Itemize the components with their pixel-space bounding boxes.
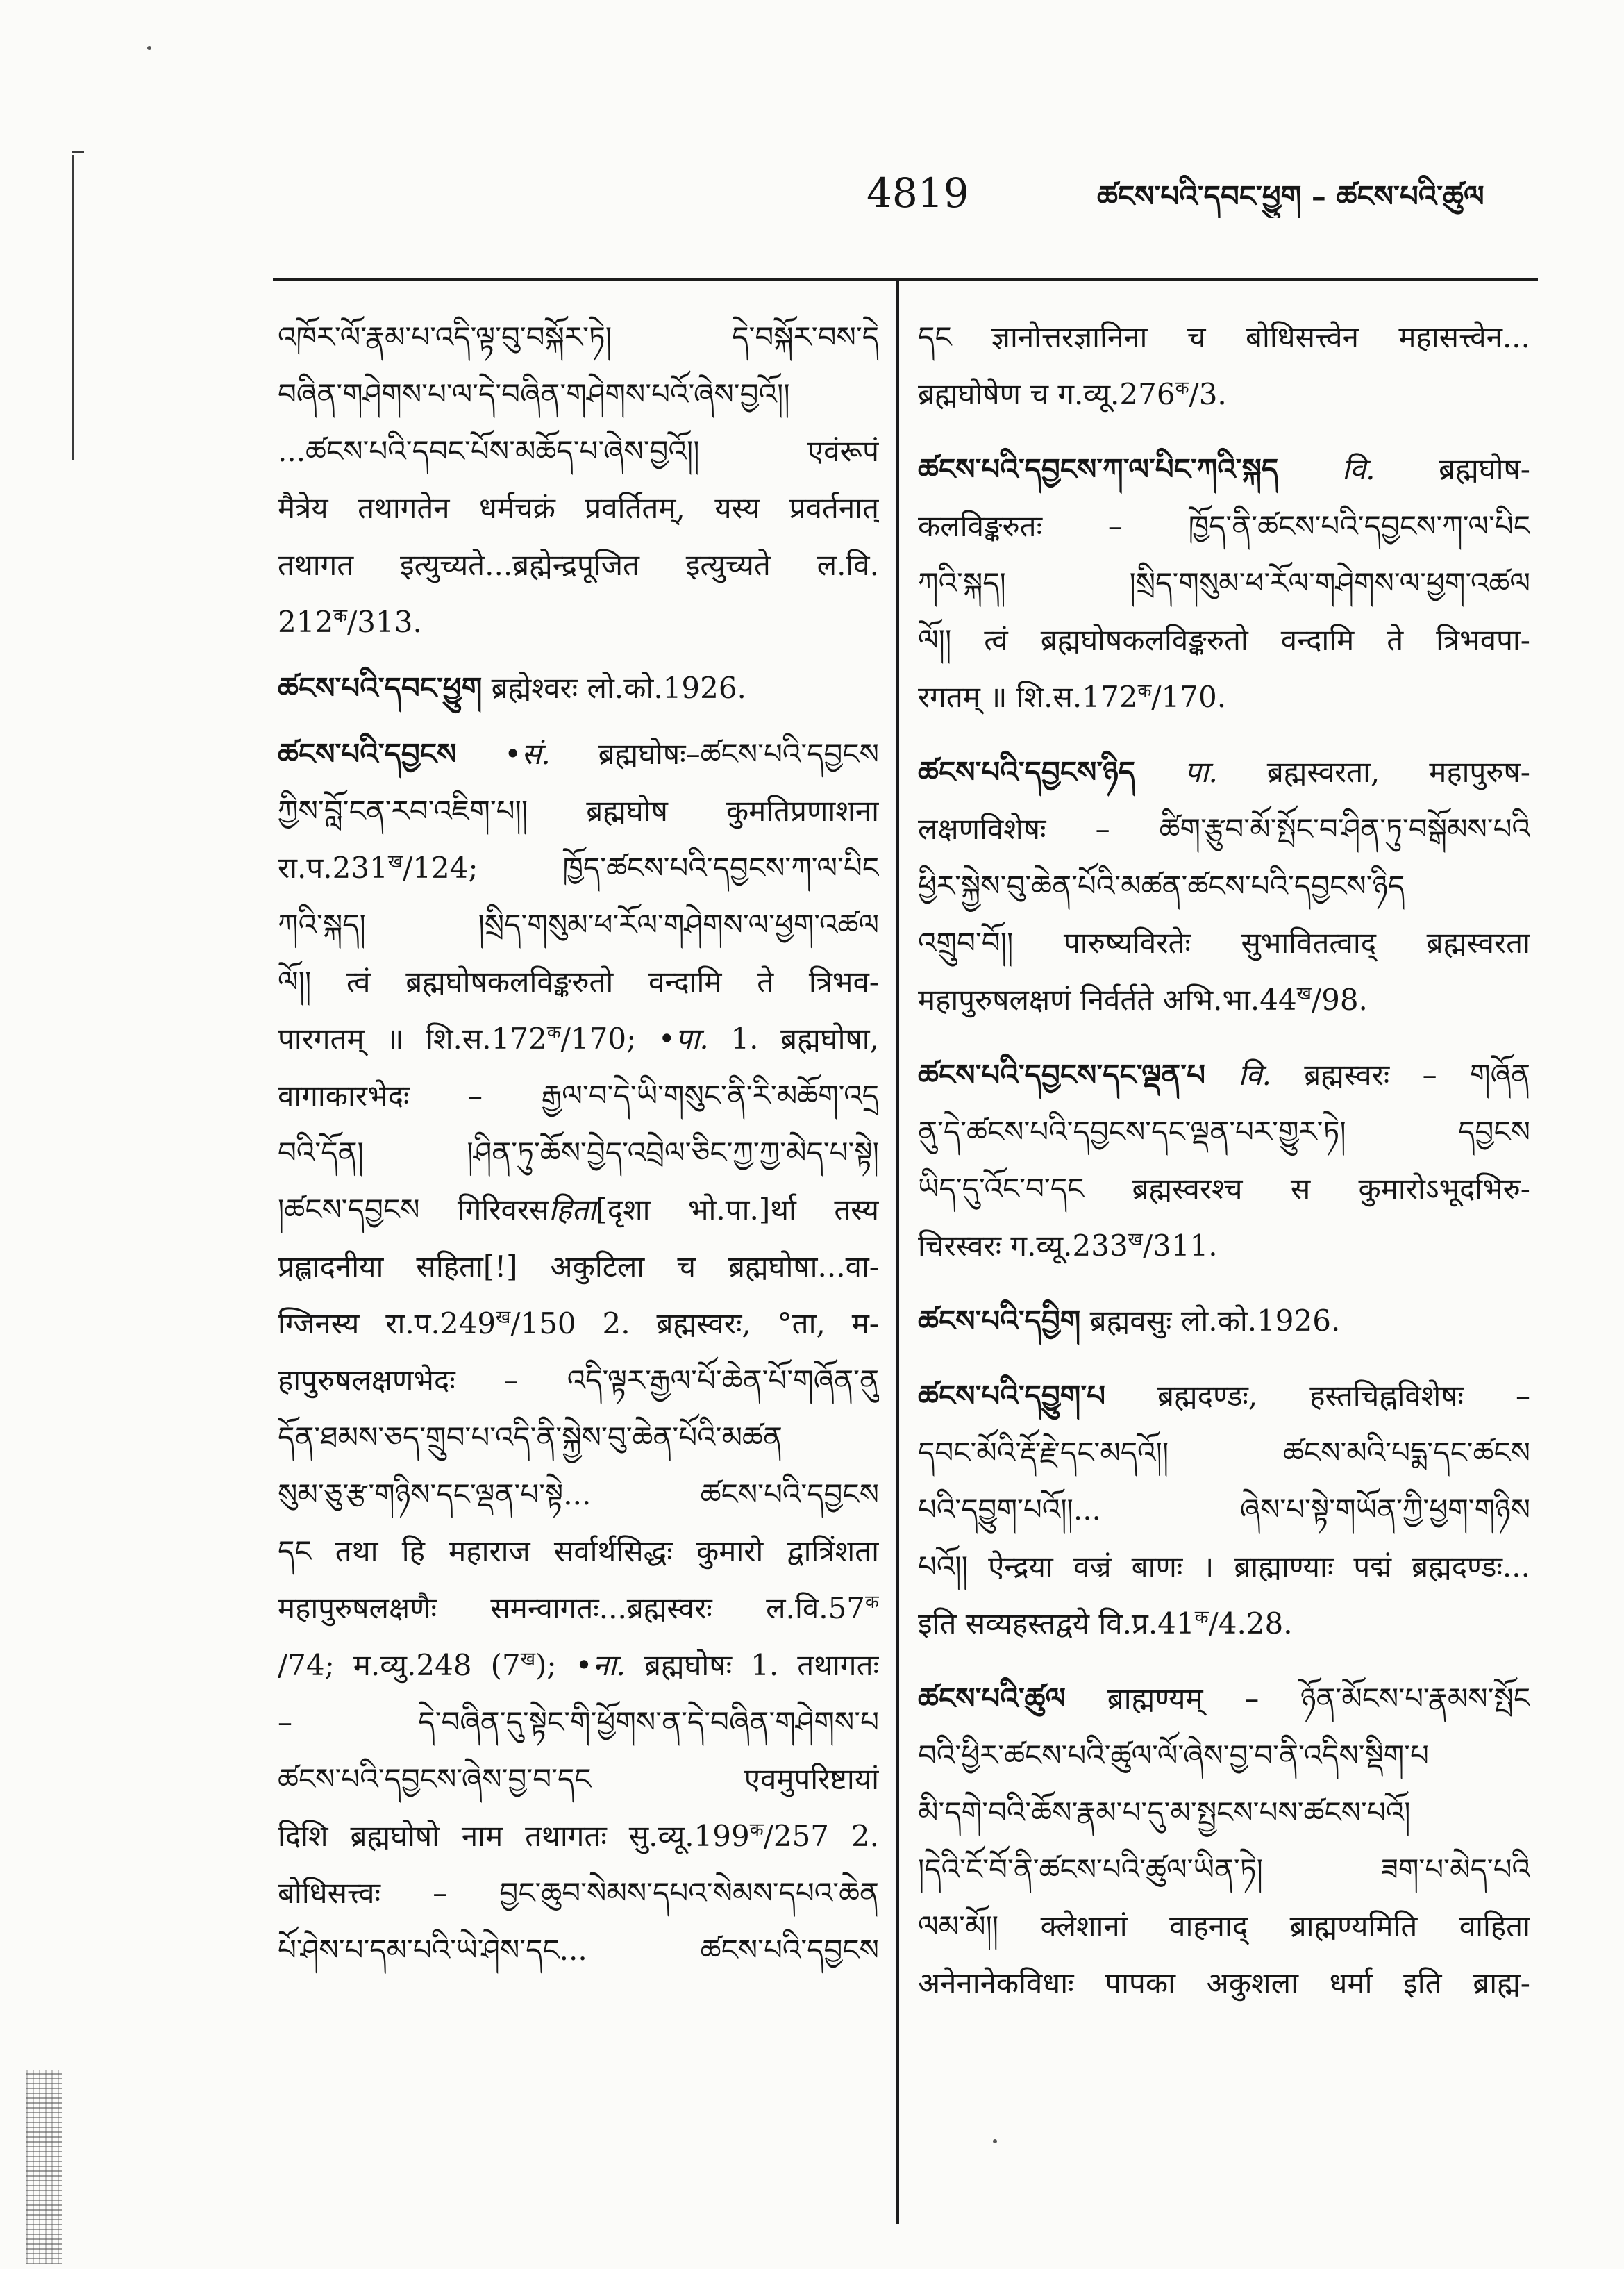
line-text: ब्रह्मघोष-	[1375, 452, 1530, 486]
superscript-ref: ख	[520, 1649, 535, 1670]
line-text: /313.	[347, 605, 422, 639]
line-text	[1205, 1058, 1238, 1092]
line-text: महापुरुषलक्षणं निर्वर्तते अभि.भा.44	[918, 983, 1297, 1017]
text-line	[918, 1424, 1530, 1481]
line-text: དོན་ཐམས་ཅད་གྲུབ་པ་འདི་ནི་སྐྱེས་བུ་ཆེན་པོའི་མཚན	[278, 1420, 782, 1454]
line-text: ); •	[535, 1648, 593, 1682]
line-text: ཚངས་པའི་དབྱངས་ཞེས་བྱ་བ་དང एवमुपरिष्टायां	[278, 1762, 879, 1796]
line-text: པའི་དབྱུག་པའོ།།... ཞེས་པ་སྟེ་གཡོན་ཀྱི་ཕྱག་གཉིས	[918, 1493, 1530, 1527]
line-text: बोधिसत्त्वः – བྱང་ཆུབ་སེམས་དཔའ་སེམས་དཔའ་ཆེན	[278, 1876, 879, 1910]
line-text: प्रह्लादनीया सहिता[!] अकुटिला च ब्रह्मघोषा...वा-	[278, 1249, 879, 1283]
line-text: मैत्रेय तथागतेन धर्मचक्रं प्रवर्तितम्, यस्य प्रवर्तनात्	[278, 491, 879, 525]
text-line	[918, 669, 1530, 726]
right-column	[918, 309, 1530, 2012]
line-text: ཕྱིར་སྐྱེས་བུ་ཆེན་པོའི་མཚན་ཚངས་པའི་དབྱངས་ཉིད	[918, 869, 1405, 903]
line-text: /98.	[1311, 983, 1368, 1017]
entry-line	[918, 1368, 1530, 1424]
line-text: ब्रह्मदण्डः, हस्तचिह्नविशेषः –	[1105, 1379, 1530, 1413]
line-text: བཞིན་གཤེགས་པ་ལ་དེ་བཞིན་གཤེགས་པའོ་ཞེས་བྱའོ།།	[278, 377, 790, 411]
text-line	[278, 1580, 879, 1637]
headword: ཚངས་པའི་དབྱངས་དང་ལྡན་པ	[918, 1058, 1205, 1092]
superscript-ref: क	[333, 606, 348, 626]
line-text: रगतम् ॥ शि.स.172	[918, 680, 1138, 714]
line-text: कलविङ्करुतः – ཁྱོད་ནི་ཚངས་པའི་དབྱངས་ཀ་ལ་པིང	[918, 509, 1530, 543]
scan-artifact	[72, 151, 84, 153]
line-text: དང ज्ञानोत्तरज्ञानिना च बोधिसत्त्वेन महासत्त्वेन...	[918, 320, 1530, 354]
line-text: •	[456, 737, 521, 771]
text-line	[278, 1523, 879, 1580]
header-rule	[273, 278, 1538, 281]
scan-artifact	[26, 2070, 62, 2264]
line-text: པའོ།། ऐन्द्रया वज्रं बाणः । ब्राह्माण्याः पद्मं ब्रह्मदण्डः...	[918, 1549, 1530, 1584]
text-line	[278, 423, 879, 480]
line-text: /4.28.	[1208, 1606, 1293, 1640]
text-line	[278, 1181, 879, 1238]
superscript-ref: क	[1175, 378, 1189, 399]
line-text: /170; •	[560, 1022, 676, 1056]
text-line	[278, 309, 879, 366]
line-text: – དེ་བཞིན་དུ་སྟེང་གི་ཕྱོགས་ན་དེ་བཞིན་གཤེགས་པ	[278, 1705, 879, 1739]
text-line	[918, 1104, 1530, 1161]
line-text	[1135, 755, 1184, 789]
line-text: ब्रह्मघोषेण च ग.व्यू.276	[918, 377, 1175, 411]
text-line	[278, 1238, 879, 1295]
headword: ཚངས་པའི་དབྱངས་ཉིད	[918, 755, 1135, 789]
entry-line	[918, 744, 1530, 801]
line-text: །ཚངས་དབྱངས गिरिवरस	[278, 1192, 549, 1227]
superscript-ref: क	[546, 1022, 561, 1043]
text-line	[918, 1481, 1530, 1538]
line-text: ब्राह्मण्यम् – ཉོན་མོངས་པ་རྣམས་སྤོང	[1066, 1681, 1530, 1715]
entry-line	[918, 1293, 1530, 1349]
line-text: दिशि ब्रह्मघोषो नाम तथागतः सु.व्यू.199	[278, 1819, 750, 1853]
line-text: अनेनानेकविधाः पापका अकुशला धर्मा इति ब्राह्म-	[918, 1966, 1530, 2000]
grammar-label: ना.	[592, 1648, 626, 1682]
text-line	[278, 840, 879, 897]
text-line	[278, 366, 879, 423]
scan-artifact	[993, 2139, 997, 2143]
text-line	[918, 972, 1530, 1029]
text-line	[278, 1865, 879, 1922]
headword: ཚངས་པའི་ཚུལ	[918, 1681, 1066, 1715]
line-text: /150 2. ब्रह्मस्वरः, °ता, म-	[510, 1306, 879, 1340]
line-text: चिरस्वरः ग.व्यू.233	[918, 1229, 1128, 1263]
line-text: महापुरुषलक्षणैः समन्वागतः...ब्रह्मस्वरः ल.वि.57	[278, 1591, 866, 1625]
superscript-ref: ख	[496, 1307, 511, 1328]
text-line	[278, 1067, 879, 1124]
line-text: ལོ།། त्वं ब्रह्मघोषकलविङ्करुतो वन्दामि ते त्रिभव-	[278, 965, 879, 999]
headword: ཚངས་པའི་དབྱིག	[918, 1304, 1081, 1338]
headword: ཚངས་པའི་དབྱངས་ཀ་ལ་པིང་ཀའི་སྐད	[918, 452, 1279, 486]
line-text: བའི་ཕྱིར་ཚངས་པའི་ཚུལ་ལོ་ཞེས་བྱ་བ་ནི་འདིས་སྡིག་པ	[918, 1738, 1429, 1772]
text-line	[918, 1161, 1530, 1217]
column-divider	[896, 279, 899, 2224]
line-text: वागाकारभेदः – རྒྱལ་བ་དེ་ཡི་གསུང་ནི་རི་མཆོག་འདྲ	[278, 1079, 879, 1113]
line-text: ब्रह्मस्वरः – གཞོན	[1271, 1058, 1530, 1092]
line-text: ཡིད་དུ་འོང་བ་དང ब्रह्मस्वरश्च स कुमारोऽभूदभिरु-	[918, 1172, 1530, 1206]
line-text: འགྲུབ་བོ།། पारुष्यविरतेः सुभावितत्वाद् ब्रह्मस्वरता	[918, 926, 1530, 960]
line-text: ཀའི་སྐད། །སྲིད་གསུམ་ཕ་རོལ་གཤེགས་ལ་ཕྱག་འཚལ	[278, 908, 879, 942]
text-line	[918, 1727, 1530, 1784]
text-line	[918, 915, 1530, 972]
line-text: ब्रह्मघोषः–ཚངས་པའི་དབྱངས	[550, 737, 879, 771]
left-column	[278, 309, 879, 1979]
line-text: /170.	[1151, 680, 1227, 714]
line-text: 212	[278, 605, 334, 639]
line-text: हापुरुषलक्षणभेदः – འདི་ལྟར་རྒྱལ་པོ་ཆེན་པོ་གཞོན་ནུ	[278, 1363, 879, 1397]
line-text: པོ་ཤེས་པ་དམ་པའི་ཡེ་ཤེས་དང... ཚངས་པའི་དབྱངས	[278, 1933, 879, 1967]
text-line	[278, 1466, 879, 1523]
text-line	[918, 1955, 1530, 2012]
text-line	[278, 1409, 879, 1466]
superscript-ref: क	[749, 1820, 764, 1840]
text-line	[278, 1808, 879, 1865]
superscript-ref: क	[1194, 1607, 1209, 1628]
line-text: འཁོར་ལོ་རྣམ་པ་འདི་ལྟ་བུ་བསྐོར་ཏེ། དེ་བསྐོར་བས་དེ	[278, 320, 879, 354]
line-text: ब्रह्मेश्वरः लो.को.1926.	[482, 671, 746, 705]
line-text: /74; म.व्यु.248 (7	[278, 1648, 521, 1682]
text-line	[918, 1841, 1530, 1898]
text-line	[278, 594, 879, 651]
line-text: བའི་དོན། །ཤིན་ཏུ་ཆོས་བྱེད་འབྲེལ་ཅིང་ཀྱ་ཀྱ་མེད་པ་སྟེ།	[278, 1136, 879, 1170]
line-text: लक्षणविशेषः – ཚིག་རྩུབ་མོ་སྤོང་བ་ཤིན་ཏུ་བསྒོམས་པའི	[918, 812, 1530, 846]
headword: ཚངས་པའི་དབང་ཕྱུག	[278, 671, 483, 705]
superscript-ref: क	[865, 1592, 879, 1613]
superscript-ref: ख	[387, 851, 403, 872]
text-line	[278, 1352, 879, 1409]
entry-line	[918, 1670, 1530, 1727]
line-text: །དེའི་ངོ་བོ་ནི་ཚངས་པའི་ཚུལ་ཡིན་ཏེ། ཟག་པ་མེད་པའི	[918, 1852, 1530, 1886]
entry-line	[278, 660, 879, 717]
text-line	[918, 1217, 1530, 1274]
line-text: ནུ་དེ་ཚངས་པའི་དབྱངས་དང་ལྡན་པར་གྱུར་ཏེ། དབྱངས	[918, 1115, 1530, 1149]
text-line	[918, 612, 1530, 669]
line-text: ब्रह्मस्वरता, महापुरुष-	[1217, 755, 1530, 789]
line-text: [दृशा भो.पा.]र्था तस्य	[596, 1192, 879, 1227]
text-line	[918, 1595, 1530, 1652]
entry-line	[278, 726, 879, 783]
text-line	[278, 1124, 879, 1181]
line-text: ब्रह्मघोषः 1. तथागतः	[625, 1648, 879, 1682]
text-line	[918, 498, 1530, 555]
text-line	[918, 1538, 1530, 1595]
grammar-label: वि.	[1341, 452, 1375, 486]
line-text: ...ཚངས་པའི་དབང་པོས་མཆོད་པ་ཞེས་བྱའོ།། एवंरूपं	[278, 434, 879, 468]
text-line	[278, 537, 879, 594]
text-line	[278, 480, 879, 537]
text-line	[278, 1637, 879, 1694]
text-line	[918, 801, 1530, 858]
headword: ཚངས་པའི་དབྱུག་པ	[918, 1379, 1106, 1413]
grammar-label: वि.	[1238, 1058, 1271, 1092]
line-text: 1. ब्रह्मघोषा,	[708, 1022, 879, 1056]
text-line	[918, 1784, 1530, 1841]
line-text: ग्जिनस्य रा.प.249	[278, 1306, 496, 1340]
text-line	[278, 1011, 879, 1067]
line-text: तथागत इत्युच्यते...ब्रह्मेन्द्रपूजित इत्युच्यते ल.वि.	[278, 548, 879, 582]
line-text	[1278, 452, 1342, 486]
headword: ཚངས་པའི་དབྱངས	[278, 737, 457, 771]
superscript-ref: ख	[1128, 1229, 1143, 1250]
line-text: ལོ།། त्वं ब्रह्मघोषकलविङ्करुतो वन्दामि ते त्रिभवपा-	[918, 623, 1530, 657]
text-line	[278, 1922, 879, 1979]
line-text: ཀྱིས་བློ་ངན་རབ་འཇིག་པ།། ब्रह्मघोष कुमतिप्रणाशना	[278, 794, 879, 828]
line-text: /257 2.	[763, 1819, 879, 1853]
grammar-label: सं.	[521, 737, 551, 771]
line-text: पारगतम् ॥ शि.स.172	[278, 1022, 547, 1056]
text-line	[918, 858, 1530, 915]
text-line	[278, 1751, 879, 1808]
text-line	[918, 1898, 1530, 1955]
running-head: ཚངས་པའི་དབང་ཕྱུག – ཚངས་པའི་ཚུལ	[1097, 179, 1484, 213]
grammar-label: हिता	[549, 1192, 596, 1227]
line-text: /124; ཁྱོད་ཚངས་པའི་དབྱངས་ཀ་ལ་པིང	[403, 851, 879, 885]
line-text: ཀའི་སྐད། །སྲིད་གསུམ་ཕ་རོལ་གཤེགས་ལ་ཕྱག་འཚལ	[918, 566, 1530, 600]
text-line	[278, 954, 879, 1011]
entry-line	[918, 441, 1530, 498]
line-text: ब्रह्मवसुः लो.को.1926.	[1080, 1304, 1341, 1338]
line-text: སུམ་ཅུ་རྩ་གཉིས་དང་ལྡན་པ་སྟེ... ཚངས་པའི་དབྱངས	[278, 1477, 879, 1511]
line-text: ལམ་མོ།། क्लेशानां वाहनाद् ब्राह्मण्यमिति वाहिता	[918, 1909, 1530, 1943]
line-text: མི་དགེ་བའི་ཆོས་རྣམ་པ་དུ་མ་སྤྱངས་པས་ཚངས་པའོ།	[918, 1795, 1411, 1829]
line-text: དང तथा हि महाराज सर्वार्थसिद्धः कुमारो द्वात्रिंशता	[278, 1534, 879, 1568]
grammar-label: पा.	[675, 1022, 709, 1056]
page-number: 4819	[867, 169, 969, 217]
line-text: इति सव्यहस्तद्वये वि.प्र.41	[918, 1606, 1195, 1640]
text-line	[918, 366, 1530, 423]
scan-artifact	[147, 46, 151, 50]
text-line	[278, 897, 879, 954]
text-line	[278, 1694, 879, 1751]
line-text: /311.	[1142, 1229, 1218, 1263]
superscript-ref: ख	[1296, 983, 1312, 1004]
text-line	[278, 783, 879, 840]
line-text: रा.प.231	[278, 851, 388, 885]
line-text: /3.	[1189, 377, 1227, 411]
scan-artifact	[72, 155, 74, 460]
text-line	[278, 1295, 879, 1352]
grammar-label: पा.	[1184, 755, 1218, 789]
entry-line	[918, 1047, 1530, 1104]
line-text: དབང་མོའི་རྡོ་རྗེ་དང་མདའོ།། ཚངས་མའི་པདྨ་དང་ཚངས	[918, 1436, 1530, 1470]
text-line	[918, 309, 1530, 366]
text-line	[918, 555, 1530, 612]
superscript-ref: क	[1137, 681, 1152, 701]
